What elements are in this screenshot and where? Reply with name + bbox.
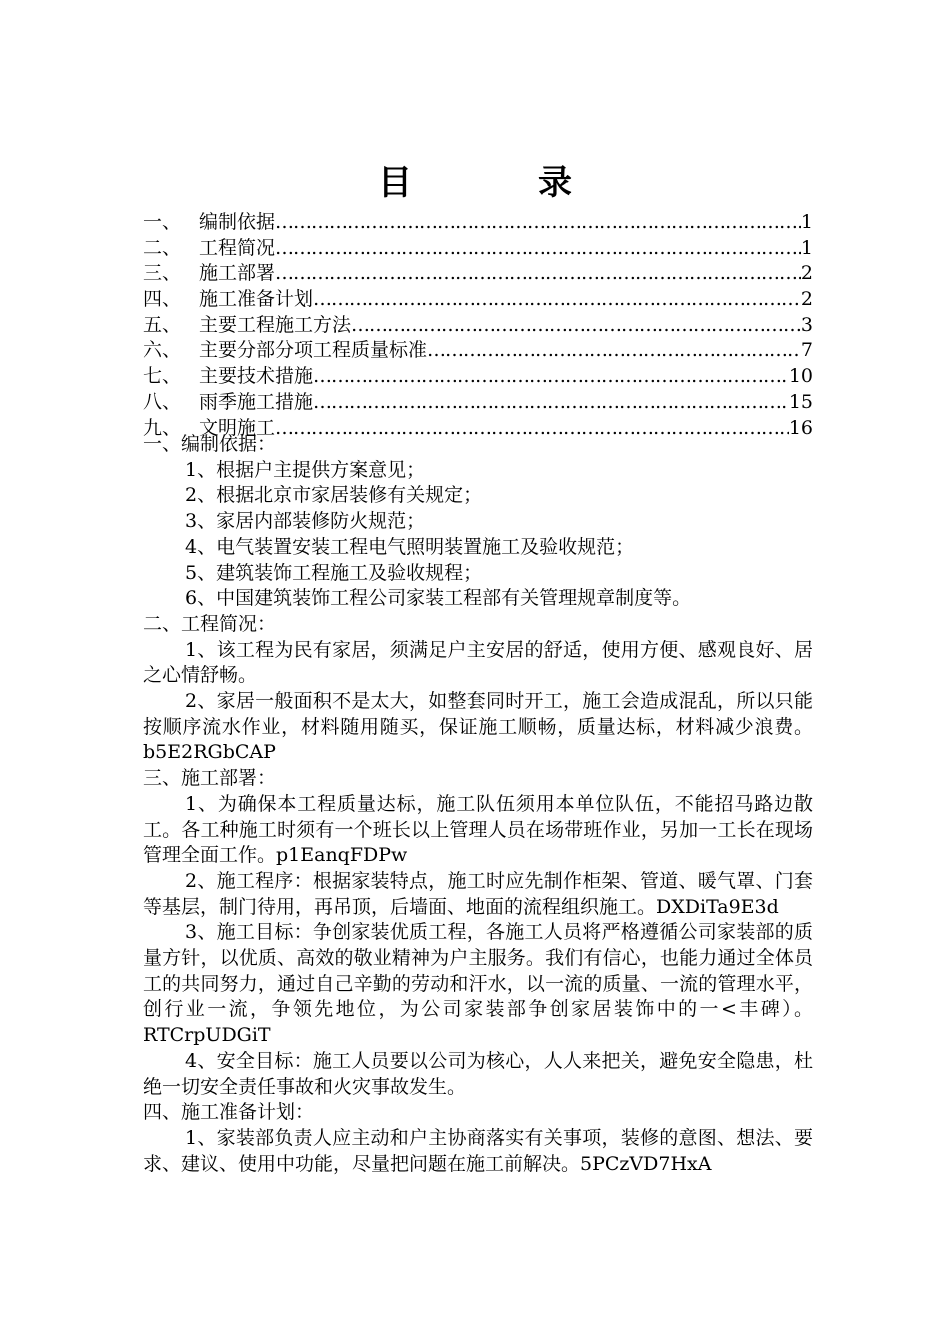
list-item: 2、根据北京市家居装修有关规定； <box>185 484 483 507</box>
toc-page-number: 7 <box>800 339 813 362</box>
section-heading: 一、编制依据： <box>143 433 277 455</box>
toc-page-number: 10 <box>788 365 813 388</box>
toc-label: 编制依据 <box>199 211 276 233</box>
toc-page-number: 2 <box>800 288 813 311</box>
list-item: 4、电气装置安装工程电气照明装置施工及验收规范； <box>185 535 635 558</box>
page-title: 目 录 <box>378 163 618 203</box>
toc-label: 文明施工 <box>199 416 276 439</box>
paragraph: 1、家装部负责人应主动和户主协商落实有关事项，装修的意图、想法、要求、建议、使用中功能，尽量把问题在施工前解决。5PCzVD7HxA <box>143 1126 813 1175</box>
toc-page-number: 15 <box>788 390 813 413</box>
toc-number: 四、 <box>143 288 182 311</box>
list-item: 5、建筑装饰工程施工及验收规程； <box>185 561 483 584</box>
toc-page-number: 1 <box>800 236 813 259</box>
toc-entry <box>143 364 813 390</box>
toc-leader-dots <box>275 261 801 287</box>
list-item: 1、根据户主提供方案意见； <box>185 458 426 481</box>
list-item: 6、中国建筑装饰工程公司家装工程部有关管理规章制度等。 <box>185 587 692 610</box>
toc-number: 二、 <box>143 236 182 259</box>
toc-leader-dots <box>351 313 801 339</box>
toc-label: 施工准备计划 <box>199 288 314 311</box>
toc-leader-dots <box>313 364 789 390</box>
toc-label: 雨季施工措施 <box>199 390 314 413</box>
toc-entry <box>143 210 813 236</box>
document-body <box>143 432 813 1177</box>
toc-page-number: 1 <box>800 211 813 233</box>
toc-leader-dots <box>427 338 801 364</box>
list-item: 3、家居内部装修防火规范； <box>185 510 426 533</box>
toc-entry <box>143 313 813 339</box>
toc-number: 八、 <box>143 390 182 413</box>
toc-leader-dots <box>313 287 801 313</box>
toc-label: 主要工程施工方法 <box>199 313 352 336</box>
toc-label: 主要分部分项工程质量标准 <box>199 339 428 362</box>
toc-page-number: 2 <box>800 262 813 285</box>
toc-label: 施工部署 <box>199 262 276 285</box>
paragraph: 1、该工程为民有家居，须满足户主安居的舒适，使用方便、感观良好、居之心情舒畅。 <box>143 638 813 687</box>
paragraph: 2、施工程序：根据家装特点，施工时应先制作柜架、管道、暖气罩、门套等基层，制门待用，再吊顶，后墙面、地面的流程组织施工。DXDiTa9E3d <box>143 869 813 918</box>
toc-label: 工程简况 <box>199 236 276 259</box>
toc-label: 主要技术措施 <box>199 365 314 388</box>
paragraph: 2、家居一般面积不是太大，如整套同时开工，施工会造成混乱，所以只能按顺序流水作业，材料随用随买，保证施工顺畅，质量达标，材料减少浪费。b5E2RGbCAP <box>143 690 813 764</box>
toc-leader-dots <box>275 210 801 236</box>
toc-entry <box>143 338 813 364</box>
toc-leader-dots <box>275 236 801 262</box>
section-heading: 四、施工准备计划： <box>143 1101 315 1124</box>
toc-entry <box>143 261 813 287</box>
toc-number: 五、 <box>143 313 182 336</box>
toc-number: 六、 <box>143 339 182 362</box>
toc-entry <box>143 287 813 313</box>
toc-entry <box>143 236 813 262</box>
toc-number: 三、 <box>143 262 182 285</box>
toc-entry <box>143 390 813 416</box>
section-heading: 三、施工部署： <box>143 767 277 790</box>
toc-number: 九、 <box>143 416 182 439</box>
toc-leader-dots <box>313 390 789 416</box>
section-heading: 二、工程简况： <box>143 612 277 635</box>
toc-page-number: 16 <box>788 416 813 439</box>
toc-page-number: 3 <box>800 313 813 336</box>
table-of-contents <box>143 210 813 441</box>
paragraph: 1、为确保本工程质量达标，施工队伍须用本单位队伍，不能招马路边散工。各工种施工时须有一个班长以上管理人员在场带班作业，另加一工长在现场管理全面工作。p1EanqFDPw <box>143 792 813 867</box>
toc-number: 一、 <box>143 211 182 233</box>
paragraph: 4、安全目标：施工人员要以公司为核心，人人来把关，避免安全隐患，杜绝一切安全责任事故和火灾事故发生。 <box>143 1049 813 1098</box>
toc-number: 七、 <box>143 365 182 388</box>
paragraph: 3、施工目标：争创家装优质工程，各施工人员将严格遵循公司家装部的质量方针，以优质、高效的敬业精神为户主服务。我们有信心，也能力通过全体员工的共同努力，通过自己辛勤的劳动和汗水，以一流的质量、一流的管理水平，创行业一流，争领先地位，为公司家装部争创家居装饰中的一<丰碑）。RTCrpUDGiT <box>143 921 813 1047</box>
